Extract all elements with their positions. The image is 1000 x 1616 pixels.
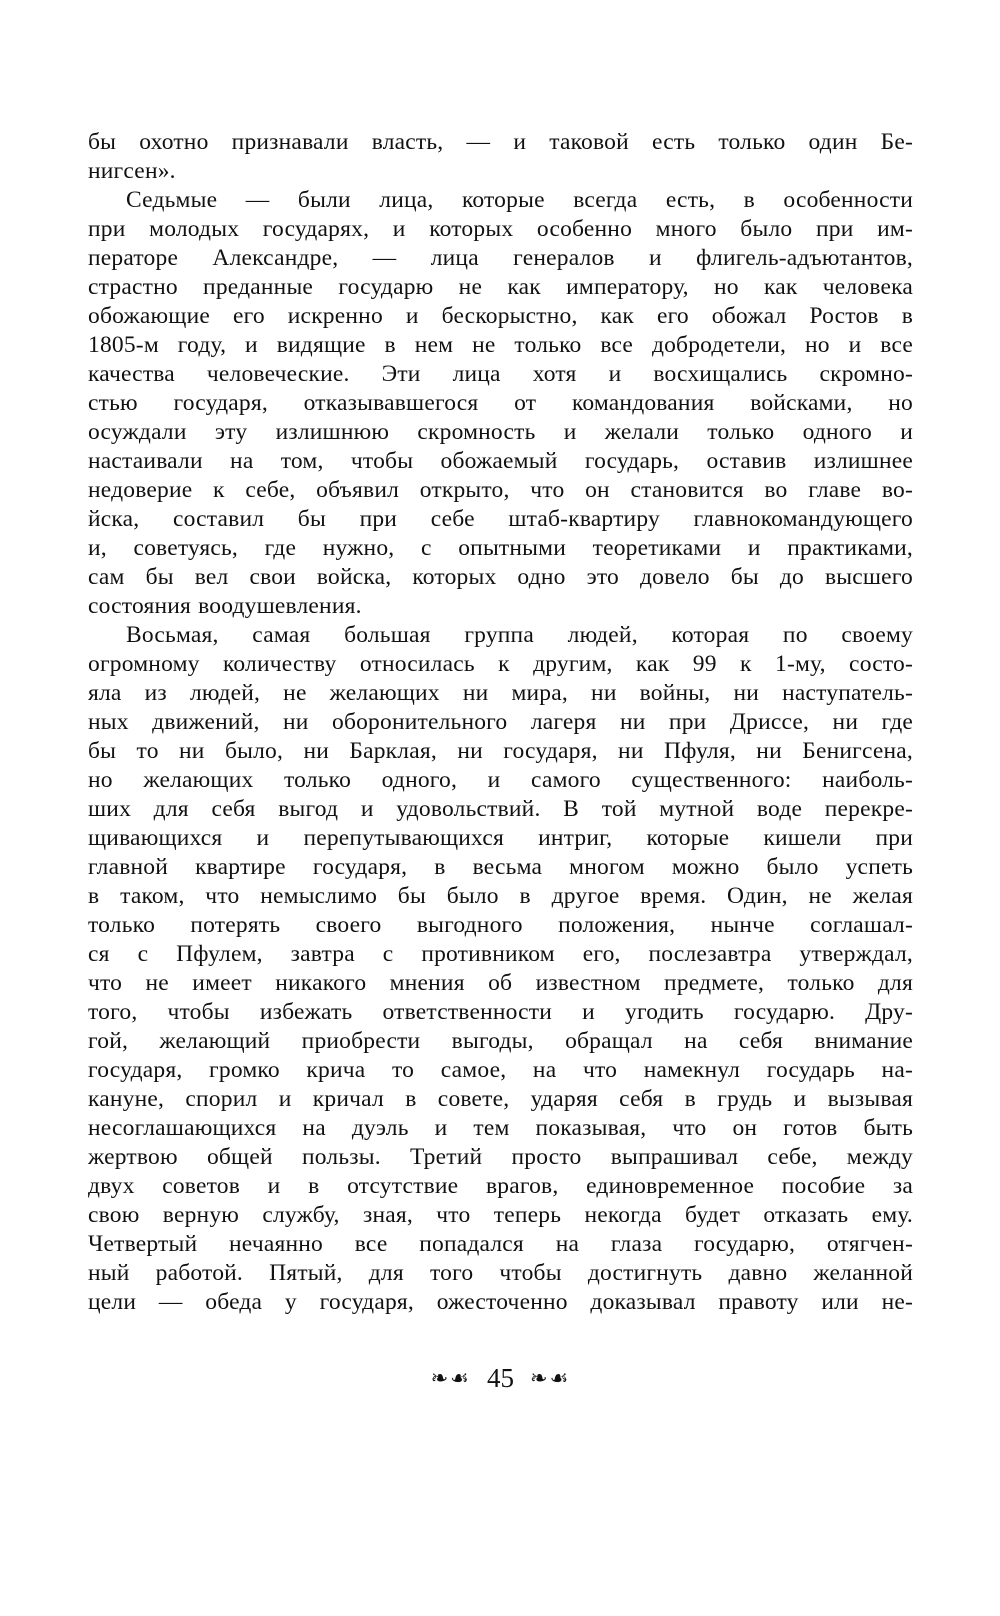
text-line: ся с Пфулем, завтра с противником его, послезавтра утверждал, (88, 941, 913, 967)
text-line: двух советов и в отсутствие врагов, единовременное пособие за (88, 1173, 913, 1199)
text-line: щивающихся и перепутывающихся интриг, которые кишели при (88, 825, 913, 851)
text-line: в таком, что немыслимо бы было в другое время. Один, не желая (88, 883, 913, 909)
text-line: главной квартире государя, в весьма многом можно было успеть (88, 854, 913, 880)
text-line: Седьмые — были лица, которые всегда есть, в особенности (126, 187, 913, 213)
text-line: бы то ни было, ни Барклая, ни государя, ни Пфуля, ни Бенигсена, (88, 738, 913, 764)
text-line: цели — обеда у государя, ожесточенно доказывал правоту или не- (88, 1289, 913, 1315)
text-line: сам бы вел свои войска, которых одно это довело бы до высшего (88, 564, 913, 590)
text-line: настаивали на том, чтобы обожаемый государь, оставив излишнее (88, 448, 913, 474)
text-line: и, советуясь, где нужно, с опытными теоретиками и практиками, (88, 535, 913, 561)
page-footer (88, 1363, 913, 1393)
text-line: недоверие к себе, объявил открыто, что он становится во главе во- (88, 477, 913, 503)
text-line: осуждали эту излишнюю скромность и желали только одного и (88, 419, 913, 445)
text-line: качества человеческие. Эти лица хотя и восхищались скромно- (88, 361, 913, 387)
text-line: состояния воодушевления. (88, 593, 362, 619)
floral-ornament-right-icon: ❧☙ (530, 1366, 571, 1390)
text-line: страстно преданные государю не как императору, но как человека (88, 274, 913, 300)
text-line: жертвою общей пользы. Третий просто выпрашивал себе, между (88, 1144, 913, 1170)
text-line: несоглашающихся на дуэль и тем показывая, что он готов быть (88, 1115, 913, 1141)
text-line: кануне, спорил и кричал в совете, ударяя себя в грудь и вызывая (88, 1086, 913, 1112)
text-line: Четвертый нечаянно все попадался на глаза государю, отягчен- (88, 1231, 913, 1257)
text-line: государя, громко крича то самое, на что намекнул государь на- (88, 1057, 913, 1083)
text-line: что не имеет никакого мнения об известном предмете, только для (88, 970, 913, 996)
text-line: огромному количеству относилась к другим, как 99 к 1-му, состо- (88, 651, 913, 677)
text-line: гой, желающий приобрести выгоды, обращал на себя внимание (88, 1028, 913, 1054)
text-line: обожающие его искренно и бескорыстно, как его обожал Ростов в (88, 303, 913, 329)
text-line: нигсен». (88, 158, 176, 184)
floral-ornament-left-icon: ❧☙ (430, 1366, 471, 1390)
text-line: ших для себя выгод и удовольствий. В той мутной воде перекре- (88, 796, 913, 822)
text-line: Восьмая, самая большая группа людей, которая по своему (126, 622, 913, 648)
text-line: 1805-м году, и видящие в нем не только все добродетели, но и все (88, 332, 913, 358)
text-line: бы охотно признавали власть, — и таковой есть только один Бе- (88, 129, 913, 155)
text-line: только потерять своего выгодного положения, нынче соглашал- (88, 912, 913, 938)
text-line: яла из людей, не желающих ни мира, ни войны, ни наступатель- (88, 680, 913, 706)
text-line: при молодых государях, и которых особенно много было при им- (88, 216, 913, 242)
text-line: ных движений, ни оборонительного лагеря ни при Дриссе, ни где (88, 709, 913, 735)
text-line: свою верную службу, зная, что теперь некогда будет отказать ему. (88, 1202, 913, 1228)
text-line: ный работой. Пятый, для того чтобы достигнуть давно желанной (88, 1260, 913, 1286)
text-line: ператоре Александре, — лица генералов и флигель-адъютантов, (88, 245, 913, 271)
text-line: того, чтобы избежать ответственности и угодить государю. Дру- (88, 999, 913, 1025)
text-block (88, 128, 913, 1317)
text-line: но желающих только одного, и самого существенного: наиболь- (88, 767, 913, 793)
text-line: йска, составил бы при себе штаб-квартиру главнокомандующего (88, 506, 913, 532)
page-number: 45 (487, 1363, 514, 1393)
text-line: стью государя, отказывавшегося от командования войсками, но (88, 390, 913, 416)
